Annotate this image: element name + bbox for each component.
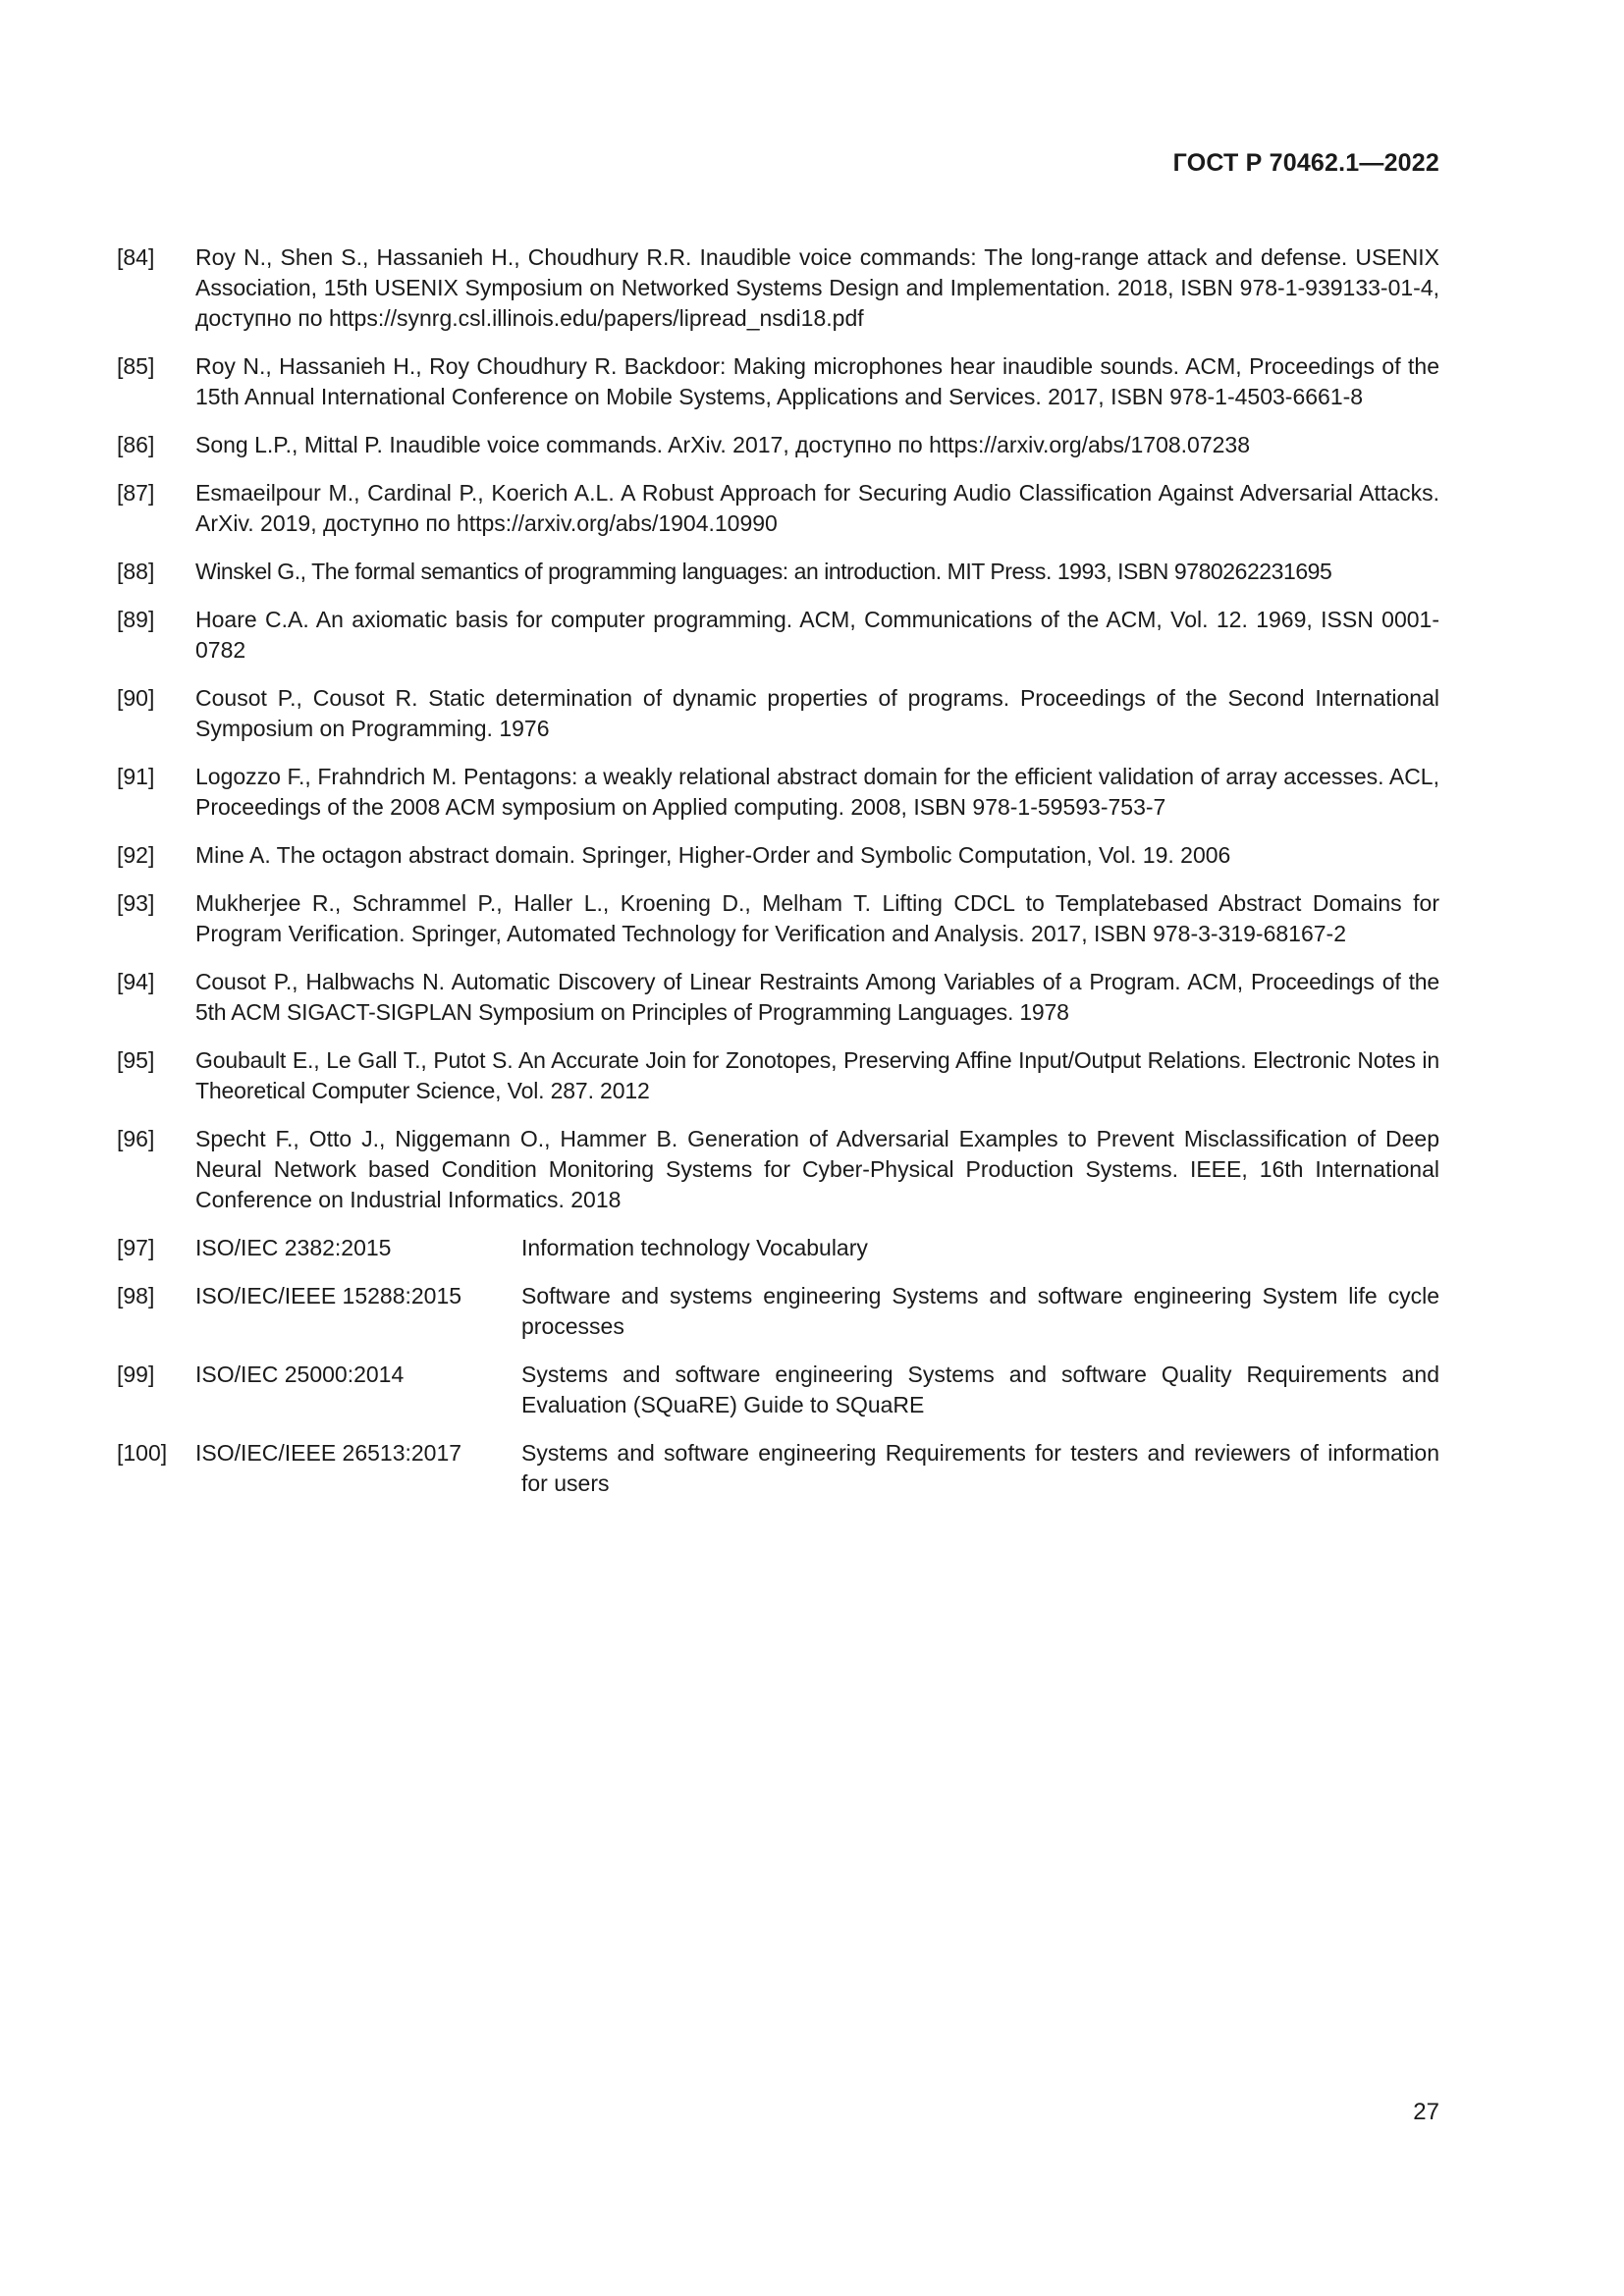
standard-title: Information technology Vocabulary bbox=[521, 1235, 868, 1260]
standard-entry bbox=[117, 1360, 1439, 1420]
standard-code: ISO/IEC 25000:2014 bbox=[195, 1362, 405, 1387]
reference-number: [92] bbox=[117, 842, 155, 868]
standard-entry bbox=[117, 1233, 1439, 1263]
reference-entry bbox=[117, 557, 1439, 587]
bibliography-list bbox=[117, 242, 1439, 1517]
reference-number: [99] bbox=[117, 1362, 155, 1387]
reference-text: Hoare C.A. An axiomatic basis for computer programming. ACM, Communications of the ACM, Vol. 12. 1969, ISSN 0001-0782 bbox=[195, 607, 1439, 663]
reference-number: [91] bbox=[117, 764, 155, 789]
standard-title: Software and systems engineering Systems and software engineering System life cycle processes bbox=[521, 1283, 1439, 1339]
reference-number: [96] bbox=[117, 1126, 155, 1151]
reference-text: Song L.P., Mittal P. Inaudible voice commands. ArXiv. 2017, доступно по https://arxiv.org/abs/1708.07238 bbox=[195, 432, 1251, 457]
reference-text: Logozzo F., Frahndrich M. Pentagons: a weakly relational abstract domain for the efficient validation of array accesses. ACL, Proceedings of the 2008 ACM symposium on Applied computing. 2008, ISBN 978-1-59593-753-7 bbox=[195, 764, 1439, 820]
reference-text: Winskel G., The formal semantics of programming languages: an introduction. MIT Press. 1993, ISBN 9780262231695 bbox=[195, 559, 1332, 584]
reference-entry bbox=[117, 888, 1439, 949]
reference-entry bbox=[117, 1124, 1439, 1215]
reference-number: [94] bbox=[117, 969, 155, 994]
reference-entry bbox=[117, 430, 1439, 460]
reference-entry bbox=[117, 840, 1439, 871]
reference-entry bbox=[117, 351, 1439, 412]
reference-number: [90] bbox=[117, 685, 155, 711]
document-header: ГОСТ Р 70462.1—2022 bbox=[1172, 149, 1439, 177]
reference-number: [98] bbox=[117, 1283, 155, 1308]
reference-text: Roy N., Hassanieh H., Roy Choudhury R. Backdoor: Making microphones hear inaudible sounds. ACM, Proceedings of the 15th Annual International Conference on Mobile Systems, Applications and Services. 2017, ISBN 978-1-4503-6661-8 bbox=[195, 353, 1439, 409]
reference-number: [93] bbox=[117, 890, 155, 916]
reference-entry bbox=[117, 605, 1439, 666]
standard-code: ISO/IEC/IEEE 26513:2017 bbox=[195, 1440, 462, 1466]
reference-number: [88] bbox=[117, 559, 155, 584]
reference-entry bbox=[117, 683, 1439, 744]
reference-entry bbox=[117, 1045, 1439, 1106]
reference-text: Specht F., Otto J., Niggemann O., Hammer B. Generation of Adversarial Examples to Prevent Misclassification of Deep Neural Network based Condition Monitoring Systems for Cyber-Physical Production Systems. IEEE, 16th International Conference on Industrial Informatics. 2018 bbox=[195, 1126, 1439, 1212]
reference-number: [87] bbox=[117, 480, 155, 506]
standard-title: Systems and software engineering Systems and software Quality Requirements and Evaluation (SQuaRE) Guide to SQuaRE bbox=[521, 1362, 1439, 1417]
reference-text: Mine A. The octagon abstract domain. Springer, Higher-Order and Symbolic Computation, Vol. 19. 2006 bbox=[195, 842, 1231, 868]
standard-entry bbox=[117, 1438, 1439, 1499]
reference-number: [84] bbox=[117, 244, 155, 270]
standard-title: Systems and software engineering Requirements for testers and reviewers of information for users bbox=[521, 1440, 1439, 1496]
reference-number: [89] bbox=[117, 607, 155, 632]
standard-code: ISO/IEC 2382:2015 bbox=[195, 1235, 392, 1260]
standard-entry bbox=[117, 1281, 1439, 1342]
reference-entry bbox=[117, 762, 1439, 823]
reference-number: [95] bbox=[117, 1047, 155, 1073]
reference-number: [86] bbox=[117, 432, 155, 457]
reference-number: [97] bbox=[117, 1235, 155, 1260]
reference-text: Roy N., Shen S., Hassanieh H., Choudhury R.R. Inaudible voice commands: The long-range attack and defense. USENIX Association, 15th USENIX Symposium on Networked Systems Design and Implementation. 2018, ISBN 978-1-939133-01-4, доступно по https://synrg.csl.illinois.edu/papers/lipread_nsdi18.pdf bbox=[195, 244, 1439, 331]
reference-entry bbox=[117, 967, 1439, 1028]
page-number: 27 bbox=[1413, 2099, 1439, 2125]
reference-text: Esmaeilpour M., Cardinal P., Koerich A.L. A Robust Approach for Securing Audio Classification Against Adversarial Attacks. ArXiv. 2019, доступно по https://arxiv.org/abs/1904.10990 bbox=[195, 480, 1439, 536]
reference-entry bbox=[117, 242, 1439, 334]
reference-text: Mukherjee R., Schrammel P., Haller L., Kroening D., Melham T. Lifting CDCL to Templatebased Abstract Domains for Program Verification. Springer, Automated Technology for Verification and Analysis. 2017, ISBN 978-3-319-68167-2 bbox=[195, 890, 1439, 946]
reference-entry bbox=[117, 478, 1439, 539]
reference-text: Goubault E., Le Gall T., Putot S. An Accurate Join for Zonotopes, Preserving Affine Input/Output Relations. Electronic Notes in Theoretical Computer Science, Vol. 287. 2012 bbox=[195, 1047, 1439, 1103]
reference-number: [100] bbox=[117, 1440, 168, 1466]
reference-number: [85] bbox=[117, 353, 155, 379]
standard-code: ISO/IEC/IEEE 15288:2015 bbox=[195, 1283, 462, 1308]
reference-text: Cousot P., Halbwachs N. Automatic Discovery of Linear Restraints Among Variables of a Program. ACM, Proceedings of the 5th ACM SIGACT-SIGPLAN Symposium on Principles of Programming Languages. 1978 bbox=[195, 969, 1439, 1025]
reference-text: Cousot P., Cousot R. Static determination of dynamic properties of programs. Proceedings of the Second International Symposium on Programming. 1976 bbox=[195, 685, 1439, 741]
